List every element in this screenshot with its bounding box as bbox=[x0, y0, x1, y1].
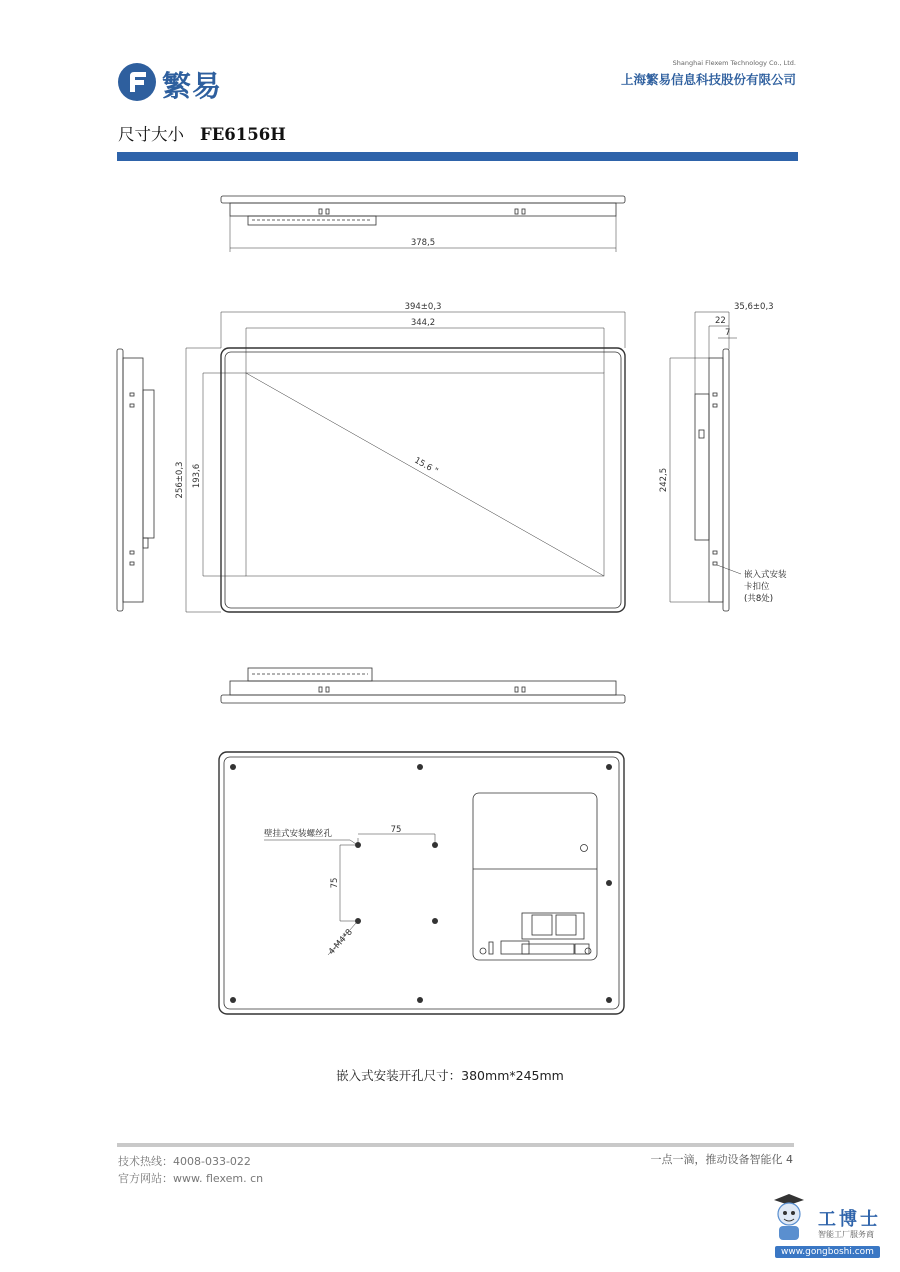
watermark-subtitle: 智能工厂服务商 bbox=[818, 1230, 874, 1239]
watermark-url[interactable]: www.gongboshi.com bbox=[775, 1246, 880, 1258]
left-side-view bbox=[117, 349, 154, 611]
dim-outer-height: 256±0,3 bbox=[175, 461, 185, 499]
logo-text: 繁易 bbox=[162, 69, 223, 103]
dim-hole-spacing-horizontal: 75 bbox=[390, 825, 402, 835]
clip-note-line2: 卡扣位 bbox=[744, 582, 770, 592]
right-side-view bbox=[659, 302, 787, 611]
wall-mount-label: 壁挂式安装螺丝孔 bbox=[264, 829, 333, 839]
dim-diagonal: 15.6 " bbox=[412, 455, 440, 477]
company-english-name: Shanghai Flexem Technology Co., Ltd. bbox=[672, 59, 796, 67]
dim-hole-spacing-vertical: 75 bbox=[330, 877, 340, 889]
watermark-name: 工博士 bbox=[818, 1209, 881, 1230]
company-chinese-name: 上海繁易信息科技股份有限公司 bbox=[620, 72, 796, 87]
robot-mascot-icon bbox=[766, 1192, 812, 1246]
model-name: FE6156H bbox=[200, 125, 286, 144]
dim-side-depth-a: 22 bbox=[715, 316, 726, 326]
title-label: 尺寸大小 bbox=[118, 125, 184, 144]
dim-screen-width: 344,2 bbox=[410, 318, 436, 328]
dim-outer-width: 394±0,3 bbox=[404, 302, 442, 312]
rear-view bbox=[219, 752, 624, 1014]
tech-hotline: 技术热线：4008-033-022 bbox=[118, 1155, 251, 1168]
slogan-page-number: 一点一滴，推动设备智能化 4 bbox=[650, 1153, 793, 1166]
dim-side-height: 242,5 bbox=[659, 467, 669, 493]
bottom-view bbox=[221, 668, 625, 703]
dim-top-width: 378,5 bbox=[410, 238, 436, 248]
clip-note-line1: 嵌入式安装 bbox=[744, 570, 787, 580]
front-view bbox=[175, 302, 625, 612]
dim-screen-height: 193,6 bbox=[192, 463, 202, 489]
top-view bbox=[221, 196, 625, 252]
dim-side-depth: 35,6±0,3 bbox=[734, 302, 774, 312]
dim-side-depth-b: 7 bbox=[725, 328, 731, 338]
footer-divider bbox=[117, 1143, 794, 1147]
cutout-size-text: 嵌入式安装开孔尺寸：380mm*245mm bbox=[336, 1068, 564, 1083]
clip-note-line3: (共8处) bbox=[744, 594, 774, 604]
official-website[interactable]: 官方网站：www. flexem. cn bbox=[118, 1172, 264, 1185]
screw-spec: 4-M4*8 bbox=[326, 927, 355, 958]
